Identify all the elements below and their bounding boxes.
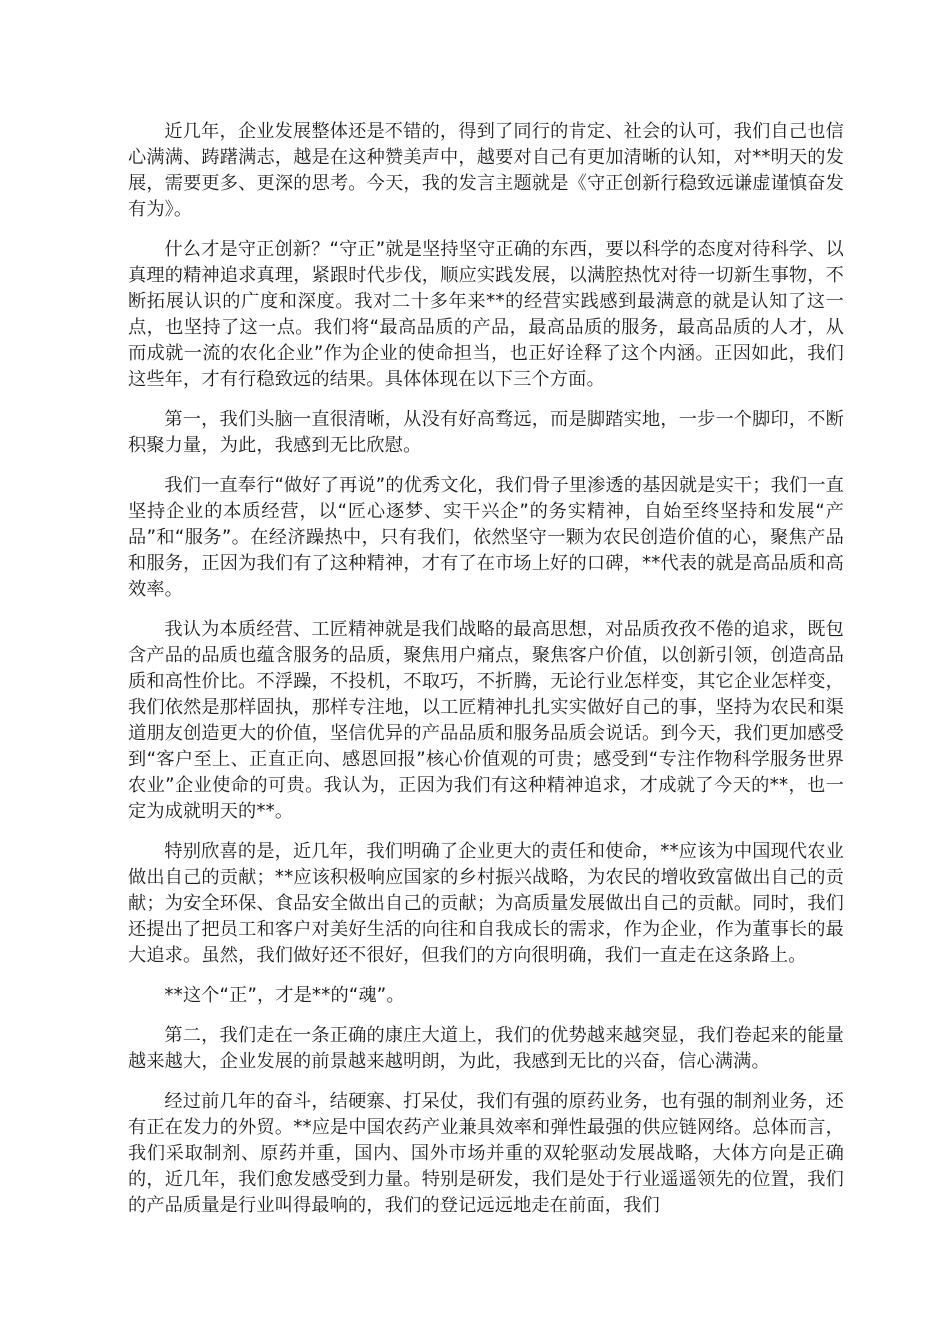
paragraph-9: 经过前几年的奋斗，结硬寨、打呆仗，我们有强的原药业务，也有强的制剂业务，还有正在发力的外贸。**应是中国农药产业兼具效率和弹性最强的供应链网络。总体而言，我们采取制剂、原药并重，国内、国外市场并重的双轮驱动发展战略，大体方向是正确的，近几年，我们愈发感受到力量。特别是研发，我们是处于行业遥遥领先的位置，我们的产品质量是行业叫得最响的，我们的登记远远地走在前面，我们 [128, 1091, 844, 1216]
paragraph-8: 第二，我们走在一条正确的康庄大道上，我们的优势越来越突显，我们卷起来的能量越来越大，企业发展的前景越来越明朗，为此，我感到无比的兴奋，信心满满。 [128, 1025, 844, 1072]
paragraph-6: 特别欣喜的是，近几年，我们明确了企业更大的责任和使命，**应该为中国现代农业做出自己的贡献；**应该积极响应国家的乡村振兴战略，为农民的增收致富做出自己的贡献；为安全环保、食品安全做出自己的贡献；为高质量发展做出自己的贡献。同时，我们还提出了把员工和客户对美好生活的向往和自我成长的需求，作为企业，作为董事长的最大追求。虽然，我们做好还不很好，但我们的方向很明确，我们一直走在这条路上。 [128, 841, 844, 966]
paragraph-3: 第一，我们头脑一直很清晰，从没有好高骛远，而是脚踏实地，一步一个脚印，不断积聚力量，为此，我感到无比欣慰。 [128, 409, 844, 456]
paragraph-2: 什么才是守正创新？“守正”就是坚持坚守正确的东西，要以科学的态度对待科学、以真理的精神追求真理，紧跟时代步伐，顺应实践发展，以满腔热忱对待一切新生事物，不断拓展认识的广度和深度。我对二十多年来**的经营实践感到最满意的就是认知了这一点，也坚持了这一点。我们将“最高品质的产品，最高品质的服务，最高品质的人才，从而成就一流的农化企业”作为企业的使命担当，也正好诠释了这个内涵。正因如此，我们这些年，才有行稳致远的结果。具体体现在以下三个方面。 [128, 239, 844, 390]
paragraph-5: 我认为本质经营、工匠精神就是我们战略的最高思想，对品质孜孜不倦的追求，既包含产品的品质也蕴含服务的品质，聚焦用户痛点，聚焦客户价值，以创新引领，创造高品质和高性价比。不浮躁，不投机，不取巧，不折腾，无论行业怎样变，其它企业怎样变，我们依然是那样固执，那样专注地，以工匠精神扎扎实实做好自己的事，坚持为农民和渠道朋友创造更大的价值，坚信优异的产品品质和服务品质会说话。到今天，我们更加感受到“客户至上、正直正向、感恩回报”核心价值观的可贵；感受到“专注作物科学服务世界农业”企业使命的可贵。我认为，正因为我们有这种精神追求，才成就了今天的**，也一定为成就明天的**。 [128, 619, 844, 822]
paragraph-7: **这个“正”，才是**的“魂”。 [164, 985, 405, 1006]
document-body [128, 119, 844, 1233]
paragraph-4: 我们一直奉行“做好了再说”的优秀文化，我们骨子里渗透的基因就是实干；我们一直坚持企业的本质经营，以“匠心逐梦、实干兴企”的务实精神，自始至终坚持和发展“产品”和“服务”。在经济躁热中，只有我们，依然坚守一颗为农民创造价值的心，聚焦产品和服务，正因为我们有了这种精神，才有了在市场上好的口碑，**代表的就是高品质和高效率。 [128, 475, 844, 600]
paragraph-1: 近几年，企业发展整体还是不错的，得到了同行的肯定、社会的认可，我们自己也信心满满、踌躇满志，越是在这种赞美声中，越要对自己有更加清晰的认知，对**明天的发展，需要更多、更深的思考。今天，我的发言主题就是《守正创新行稳致远谦虚谨慎奋发有为》。 [128, 121, 844, 220]
